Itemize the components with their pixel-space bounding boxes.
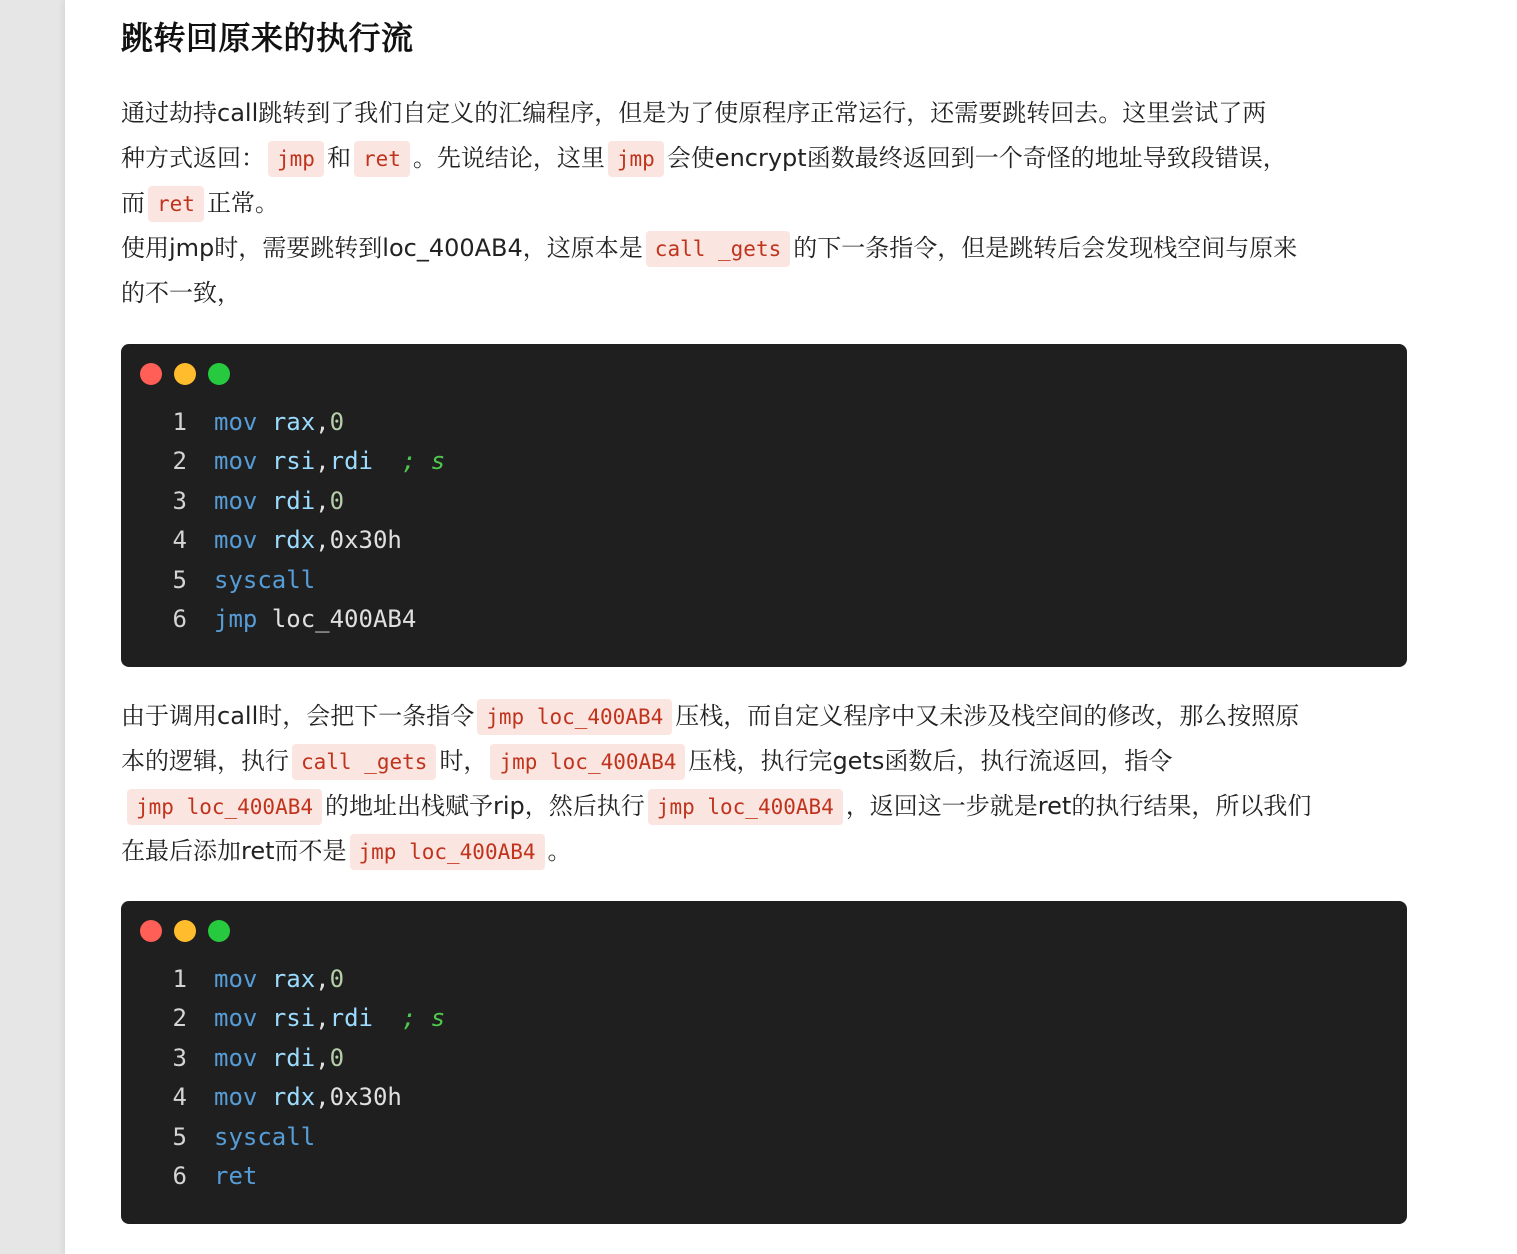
inline-code-jmp-loc: jmp loc_400AB4 (648, 789, 843, 825)
close-dot-icon (140, 363, 162, 385)
inline-code-call-gets: call _gets (292, 744, 436, 780)
code-operand: rdi (329, 1004, 373, 1033)
p2-text: ，返回这一步就是ret的执行结果，所以我们 (845, 792, 1312, 820)
p1-line-3 (121, 181, 1407, 226)
code-keyword: mov (214, 486, 258, 515)
code-line (121, 1039, 1407, 1078)
p2-text: 在最后添加ret而不是 (121, 837, 347, 865)
code-source (214, 600, 416, 639)
inline-code-jmp-loc: jmp loc_400AB4 (477, 699, 672, 735)
p1-line-5: 的不一致， (121, 279, 241, 307)
minimize-dot-icon (174, 363, 196, 385)
p2-text: 由于调用call时，会把下一条指令 (121, 702, 475, 730)
paragraph-1 (121, 91, 1407, 316)
p1-text: 会使encrypt函数最终返回到一个奇怪的地址导致段错误， (666, 144, 1287, 172)
code-keyword: mov (214, 408, 258, 436)
code-comment: ; s (401, 1004, 446, 1033)
p2-text: 压栈，而自定义程序中又未涉及栈空间的修改，那么按照原 (675, 702, 1300, 730)
code-keyword: mov (214, 447, 258, 476)
p1-line-2 (121, 136, 1407, 181)
paragraph-2 (121, 694, 1407, 874)
code-separator: , (315, 486, 330, 515)
code-source (214, 999, 445, 1038)
article-page (65, 0, 1517, 1254)
p1-text: 而 (121, 189, 145, 217)
code-operand: 0 (329, 1043, 345, 1072)
window-controls (140, 920, 242, 942)
code-operand: 0 (329, 408, 345, 436)
code-source (214, 1157, 257, 1196)
code-source (214, 482, 344, 521)
p2-text: 压栈，执行完gets函数后，执行流返回，指令 (688, 747, 1173, 775)
code-separator: , (315, 1004, 330, 1033)
inline-code-jmp: jmp (268, 141, 324, 177)
code-separator: , (315, 965, 330, 993)
inline-code-ret: ret (354, 141, 410, 177)
code-operand: rdi (329, 447, 373, 476)
inline-code-jmp-loc: jmp loc_400AB4 (350, 834, 545, 870)
p2-text: 时， (439, 747, 488, 775)
code-source (214, 521, 402, 560)
code-source (214, 403, 344, 442)
line-number: 1 (172, 965, 187, 993)
code-separator: , (315, 408, 330, 436)
p2-text: 本的逻辑，执行 (121, 747, 289, 775)
code-line (121, 1078, 1407, 1117)
window-controls (140, 363, 242, 385)
code-line (121, 999, 1407, 1038)
code-source (214, 1078, 402, 1117)
code-keyword: syscall (214, 1122, 316, 1151)
code-register: rsi (271, 447, 316, 476)
line-number: 3 (172, 1043, 187, 1072)
code-line (121, 561, 1407, 600)
code-lines (121, 960, 1407, 1196)
line-number: 3 (172, 486, 187, 515)
code-operand: 0x30h (329, 526, 402, 555)
code-separator: , (315, 1043, 330, 1072)
code-line (121, 442, 1407, 481)
p1-text: 使用jmp时，需要跳转到loc_400AB4，这原本是 (121, 234, 643, 262)
code-line (121, 403, 1407, 442)
line-number: 1 (172, 408, 187, 436)
line-number: 6 (172, 1161, 187, 1190)
line-number: 2 (172, 447, 187, 476)
maximize-dot-icon (208, 920, 230, 942)
p2-line-3 (121, 784, 1407, 829)
code-lines (121, 403, 1407, 639)
code-source (214, 1118, 315, 1157)
code-operand: 0 (329, 486, 345, 515)
code-keyword: mov (214, 1083, 258, 1112)
maximize-dot-icon (208, 363, 230, 385)
inline-code-ret: ret (148, 186, 204, 222)
code-keyword: mov (214, 1004, 258, 1033)
code-source (214, 561, 315, 600)
minimize-dot-icon (174, 920, 196, 942)
inline-code-jmp: jmp (608, 141, 664, 177)
code-line (121, 1157, 1407, 1196)
code-register: rdi (271, 486, 316, 515)
code-comment: ; s (401, 447, 446, 476)
inline-code-jmp-loc: jmp loc_400AB4 (127, 789, 322, 825)
p2-line-1 (121, 694, 1407, 739)
code-keyword: ret (214, 1161, 258, 1190)
inline-code-call-gets: call _gets (646, 231, 790, 267)
p1-line-4 (121, 226, 1407, 271)
code-separator: , (315, 1083, 330, 1112)
p1-text: 。先说结论，这里 (412, 144, 605, 172)
code-separator: , (315, 447, 330, 476)
code-register: rdi (271, 1043, 316, 1072)
code-operand: 0x30h (329, 1083, 402, 1112)
code-register: rax (271, 965, 316, 993)
code-register: rdx (271, 1083, 316, 1112)
line-number: 2 (172, 1004, 187, 1033)
code-register: rsi (271, 1004, 316, 1033)
code-keyword: syscall (214, 565, 316, 594)
p2-line-2 (121, 739, 1407, 784)
code-operand: loc_400AB4 (271, 604, 417, 633)
code-source (214, 442, 445, 481)
p1-text: 的下一条指令，但是跳转后会发现栈空间与原来 (793, 234, 1298, 262)
line-number: 5 (172, 565, 187, 594)
line-number: 4 (172, 526, 187, 555)
line-number: 6 (172, 604, 187, 633)
p1-text: 正常。 (206, 189, 279, 217)
p1-line-1: 通过劫持call跳转到了我们自定义的汇编程序，但是为了使原程序正常运行，还需要跳转回去。这里尝试了两 (121, 99, 1267, 127)
code-block-1 (121, 344, 1407, 667)
p2-text: 的地址出栈赋予rip，然后执行 (325, 792, 645, 820)
code-separator: , (315, 526, 330, 555)
code-keyword: mov (214, 965, 258, 993)
code-source (214, 960, 344, 999)
p1-text: 和 (326, 144, 351, 172)
code-keyword: jmp (214, 604, 258, 633)
code-register: rdx (271, 526, 316, 555)
code-line (121, 521, 1407, 560)
code-source (214, 1039, 344, 1078)
code-line (121, 1118, 1407, 1157)
close-dot-icon (140, 920, 162, 942)
code-keyword: mov (214, 526, 258, 555)
p2-line-4 (121, 829, 1407, 874)
code-line (121, 960, 1407, 999)
code-keyword: mov (214, 1043, 258, 1072)
code-operand: 0 (329, 965, 345, 993)
code-line (121, 600, 1407, 639)
code-block-2 (121, 901, 1407, 1224)
inline-code-jmp-loc: jmp loc_400AB4 (490, 744, 685, 780)
p2-text: 。 (547, 837, 572, 865)
section-heading: 跳转回原来的执行流 (121, 19, 414, 57)
p1-text: 种方式返回： (121, 144, 265, 172)
code-line (121, 482, 1407, 521)
code-register: rax (271, 408, 316, 436)
line-number: 5 (172, 1122, 187, 1151)
line-number: 4 (172, 1083, 187, 1112)
